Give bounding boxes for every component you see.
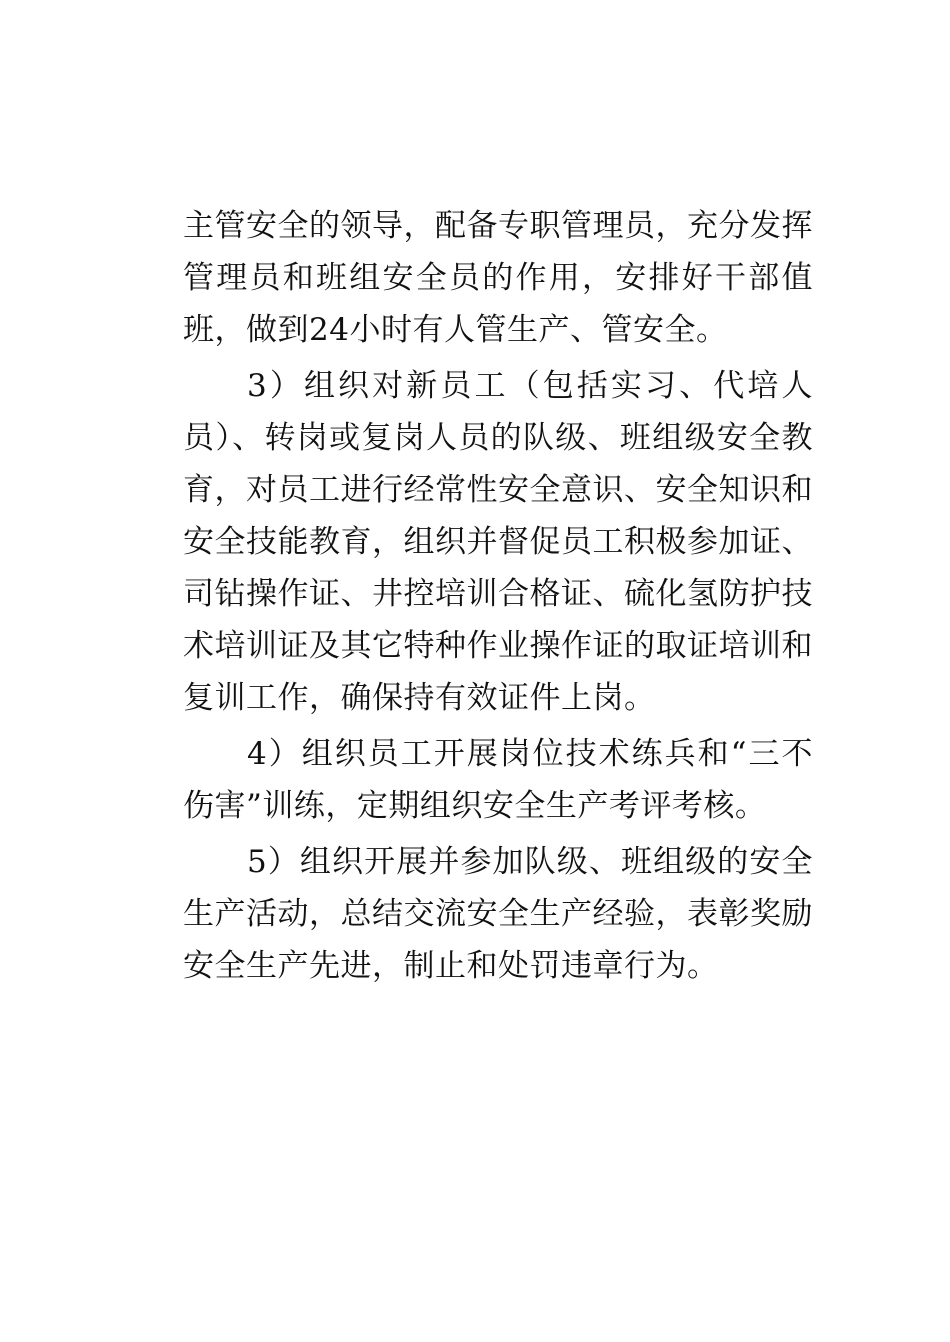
paragraph-item-3: 3）组织对新员工（包括实习、代培人员）、转岗或复岗人员的队级、班组级安全教育，对员工进行经常性安全意识、安全知识和安全技能教育，组织并督促员工积极参加证、司钻操作证、井控培训合格证、硫化氢防护技术培训证及其它特种作业操作证的取证培训和复训工作，确保持有效证件上岗。 (183, 368, 813, 716)
paragraph-item-5: 5）组织开展并参加队级、班组级的安全生产活动，总结交流安全生产经验，表彰奖励安全生产先进，制止和处罚违章行为。 (183, 844, 813, 984)
paragraph-item-4: 4）组织员工开展岗位技术练兵和“三不伤害”训练，定期组织安全生产考评考核。 (183, 736, 813, 824)
paragraph-continuation: 主管安全的领导，配备专职管理员，充分发挥管理员和班组安全员的作用，安排好干部值班，做到24小时有人管生产、管安全。 (183, 208, 813, 348)
document-body (183, 200, 813, 996)
